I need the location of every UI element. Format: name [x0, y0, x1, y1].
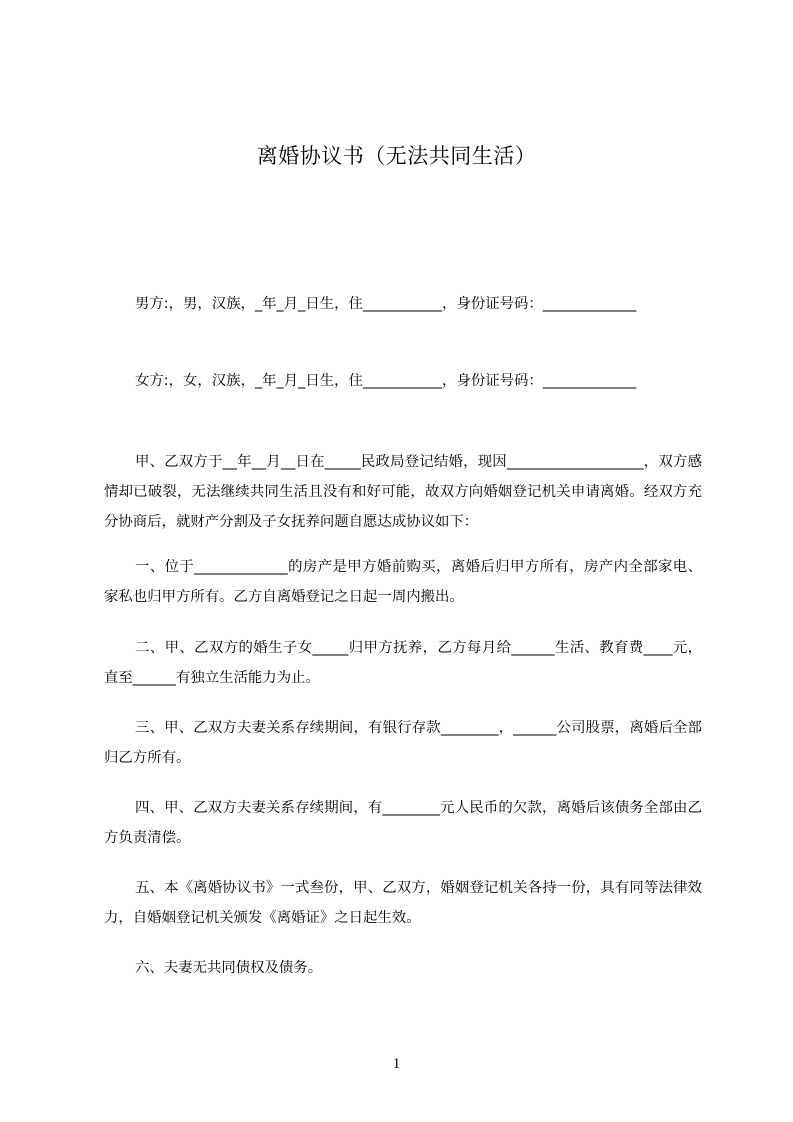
clause-1-property: 一、位于_____________的房产是甲方婚前购买，离婚后归甲方所有，房产内全部家电、家私也归甲方所有。乙方自离婚登记之日起一周内搬出。: [104, 559, 702, 605]
clause-6-no-joint-debt: 六、夫妻无共同债权及债务。: [135, 960, 323, 976]
marriage-background-paragraph: 甲、乙双方于__年__月__日在_____民政局登记结婚，现因___________________，双方感情却已破裂，无法继续共同生活且没有和好可能，故双方向婚姻登记机关申请离婚。经双方充分协商后，就财产分割及子女抚养问题自愿达成协议如下：: [104, 454, 702, 530]
clause-4-debt: 四、甲、乙双方夫妻关系存续期间，有________元人民币的欠款，离婚后该债务全部由乙方负责清偿。: [104, 800, 702, 846]
document-title: 离婚协议书（无法共同生活）: [256, 144, 537, 168]
page-number: 1: [392, 1056, 401, 1072]
male-party-info: 男方:，男，汉族，_年_月_日生，住___________，身份证号码：_____________: [135, 296, 637, 312]
female-party-info: 女方:，女，汉族，_年_月_日生，住___________，身份证号码：_____________: [135, 373, 637, 389]
clause-3-savings: 三、甲、乙双方夫妻关系存续期间，有银行存款________，______公司股票，离婚后全部归乙方所有。: [104, 720, 702, 766]
clause-2-child-custody: 二、甲、乙双方的婚生子女_____归甲方抚养，乙方每月给______生活、教育费____元，直至______有独立生活能力为止。: [104, 640, 702, 686]
clause-5-copies: 五、本《离婚协议书》一式叁份，甲、乙双方，婚姻登记机关各持一份，具有同等法律效力，自婚姻登记机关颁发《离婚证》之日起生效。: [104, 880, 702, 926]
